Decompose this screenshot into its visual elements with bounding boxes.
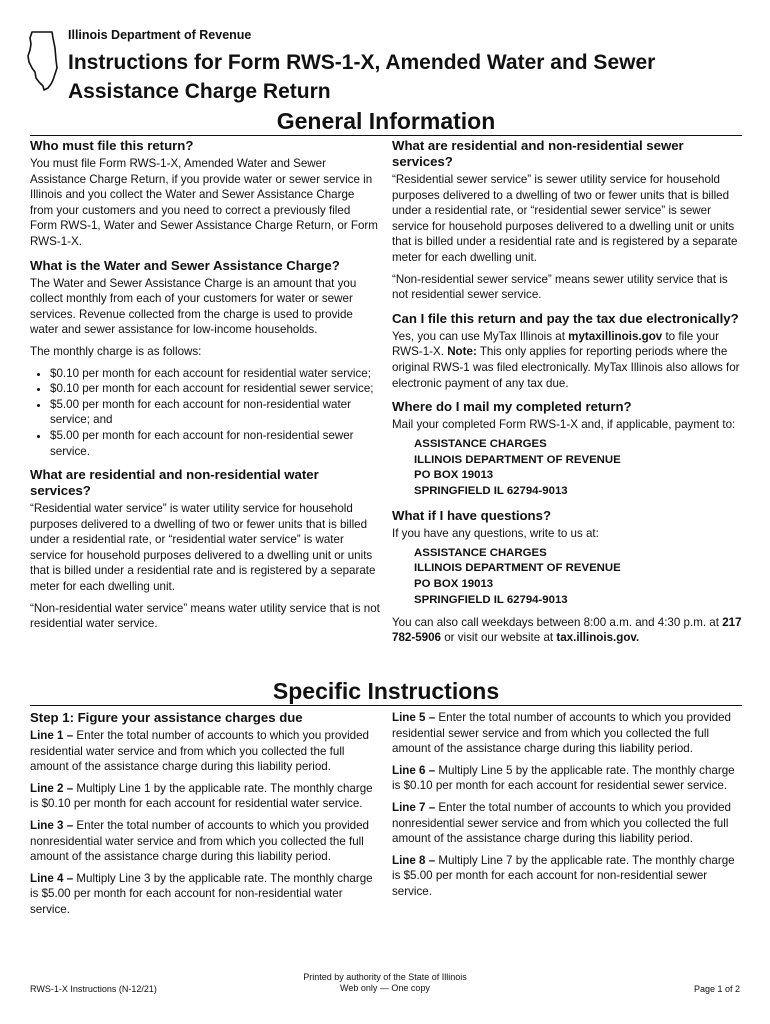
- page-title: Instructions for Form RWS-1-X, Amended Water and Sewer Assistance Charge Return: [68, 51, 656, 103]
- water-services-heading: What are residential and non-residential water services?: [30, 467, 319, 499]
- printed-by-text: Printed by authority of the State of Illinois: [303, 972, 467, 982]
- list-item: • $0.10 per month for each account for residential sewer service;: [50, 381, 380, 397]
- line-text: Enter the total number of accounts to which you provided residential sewer service and from which you collected the full amount of the assistance charge during this liability period.: [392, 711, 731, 756]
- what-is-charge-text: The Water and Sewer Assistance Charge is an amount that you collect monthly from each of your customers for water or sewer services. Revenue collected from the charge is used to provide water and sewer assistance for low-income households.: [30, 276, 357, 337]
- line-1-instruction: [30, 728, 380, 775]
- line-text: Enter the total number of accounts to which you provided nonresidential water service and from which you collected the full amount of the assistance charge during this liability period.: [30, 818, 369, 864]
- line-label: Line 6 –: [392, 763, 436, 777]
- line-label: Line 1 –: [30, 729, 74, 742]
- list-item: • $5.00 per month for each account for non-residential water service; and: [50, 397, 380, 428]
- line-4-instruction: [30, 871, 380, 918]
- monthly-charge-list: [30, 366, 380, 460]
- web-only-text: Web only — One copy: [340, 983, 430, 993]
- line-5-instruction: [392, 710, 742, 757]
- questions-heading: What if I have questions?: [392, 507, 551, 523]
- department-name: Illinois Department of Revenue: [68, 28, 252, 42]
- line-text: Enter the total number of accounts to which you provided residential water service and from which you collected the full amount of the assistance charge during this liability period.: [30, 729, 369, 774]
- who-must-file-text: You must file Form RWS-1-X, Amended Water and Sewer Assistance Charge Return, if you provide water or sewer service in Illinois and you collect the Water and Sewer Assistance Charge from your customers and you need to correct a previously filed Form RWS-1, Water and Sewer Assistance Charge Return, or Form RWS-1-X.: [30, 157, 378, 248]
- efile-text-end: This only applies for reporting periods where the original RWS-1 was filed electronically. MyTax Illinois also allows for electronic payment of any tax due.: [392, 345, 740, 390]
- general-left-column: [30, 138, 380, 638]
- line-label: Line 4 –: [30, 871, 74, 885]
- address-line: ASSISTANCE CHARGES: [414, 437, 547, 450]
- list-item: • $5.00 per month for each account for non-residential sewer service.: [50, 428, 380, 459]
- line-label: Line 8 –: [392, 853, 436, 867]
- contact-text-middle: or visit our website at: [441, 631, 557, 645]
- line-text: Enter the total number of accounts to which you provided nonresidential sewer service and from which you collected the full amount of the assistance charge during this liability period.: [392, 800, 731, 846]
- mailing-address: [414, 437, 742, 500]
- residential-water-definition: “Residential water service” is water utility service for household purposes delivered to a dwelling of two or fewer units that is billed under a residential rate, or “residential water service” is water service for household purposes delivered to a dwelling unit or units that is billed under a residential rate and is registered by a separate meter for each dwelling unit.: [30, 502, 376, 594]
- efile-text-middle: to file your RWS-1-X.: [392, 329, 719, 359]
- address-line: PO BOX 19013: [414, 469, 494, 482]
- line-2-instruction: [30, 781, 380, 812]
- line-text: Multiply Line 1 by the applicable rate. The monthly charge is $0.10 per month for each account for residential water service.: [30, 781, 373, 811]
- non-residential-sewer-definition: “Non-residential sewer service” means sewer utility service that is not residential sewer service.: [392, 272, 728, 302]
- specific-instructions-heading: Specific Instructions: [30, 678, 742, 706]
- mail-return-heading: Where do I mail my completed return?: [392, 399, 632, 415]
- line-label: Line 5 –: [392, 711, 436, 724]
- line-label: Line 2 –: [30, 781, 74, 795]
- page-number: Page 1 of 2: [693, 984, 740, 994]
- file-electronically-heading: Can I file this return and pay the tax due electronically?: [392, 310, 739, 326]
- line-label: Line 7 –: [392, 800, 436, 814]
- what-is-charge-heading: What is the Water and Sewer Assistance Charge?: [30, 257, 340, 273]
- line-7-instruction: [392, 800, 742, 847]
- line-3-instruction: [30, 818, 380, 865]
- contact-text-start: You can also call weekdays between 8:00 a.m. and 4:30 p.m. at: [392, 615, 723, 629]
- file-electronically-text: [392, 329, 742, 391]
- who-must-file-heading: Who must file this return?: [30, 138, 194, 153]
- sewer-services-heading: What are residential and non-residential sewer services?: [392, 138, 684, 169]
- questions-address: [414, 546, 742, 609]
- general-information-heading: General Information: [30, 108, 742, 136]
- line-text: Multiply Line 3 by the applicable rate. The monthly charge is $5.00 per month for each account for non-residential water service.: [30, 871, 373, 916]
- print-authority: [285, 972, 485, 994]
- non-residential-water-definition: “Non-residential water service” means water utility service that is not residential water service.: [30, 601, 380, 631]
- monthly-charge-intro: The monthly charge is as follows:: [30, 344, 202, 358]
- specific-right-column: [392, 710, 742, 906]
- questions-text: If you have any questions, write to us at:: [392, 526, 599, 540]
- address-line: PO BOX 19013: [414, 578, 494, 591]
- phone-number[interactable]: 217 782-5906: [392, 615, 742, 645]
- form-identifier: RWS-1-X Instructions (N-12/21): [30, 984, 157, 994]
- line-text: Multiply Line 5 by the applicable rate. The monthly charge is $0.10 per month for each account for residential sewer service.: [392, 763, 735, 793]
- line-8-instruction: [392, 853, 742, 900]
- address-line: SPRINGFIELD IL 62794-9013: [414, 593, 568, 606]
- line-text: Multiply Line 7 by the applicable rate. The monthly charge is $5.00 per month for each account for non-residential sewer service.: [392, 853, 735, 898]
- residential-sewer-definition: “Residential sewer service” is sewer utility service for household purposes delivered to a dwelling of two or fewer units that is billed under a residential rate, or “residential sewer service” is sewer service for household purposes delivered to a dwelling unit or units that is billed under a residential rate and is registered by a separate meter for each dwelling unit.: [392, 173, 738, 264]
- step1-heading: Step 1: Figure your assistance charges due: [30, 710, 303, 725]
- specific-left-column: [30, 710, 380, 924]
- mail-return-text: Mail your completed Form RWS-1-X and, if applicable, payment to:: [392, 418, 736, 432]
- line-label: Line 3 –: [30, 818, 74, 832]
- address-line: ILLINOIS DEPARTMENT OF REVENUE: [414, 562, 621, 575]
- list-item: • $0.10 per month for each account for residential water service;: [50, 366, 380, 382]
- mytax-link[interactable]: mytaxillinois.gov: [568, 329, 663, 343]
- efile-text-start: Yes, you can use MyTax Illinois at: [392, 329, 569, 343]
- address-line: ILLINOIS DEPARTMENT OF REVENUE: [414, 453, 621, 466]
- note-label: Note:: [447, 345, 477, 359]
- contact-text: [392, 615, 742, 646]
- address-line: ASSISTANCE CHARGES: [414, 546, 547, 559]
- address-line: SPRINGFIELD IL 62794-9013: [414, 485, 568, 498]
- illinois-state-outline-icon: [26, 30, 62, 92]
- website-link[interactable]: tax.illinois.gov.: [556, 631, 640, 645]
- general-right-column: [392, 138, 742, 652]
- line-6-instruction: [392, 763, 742, 794]
